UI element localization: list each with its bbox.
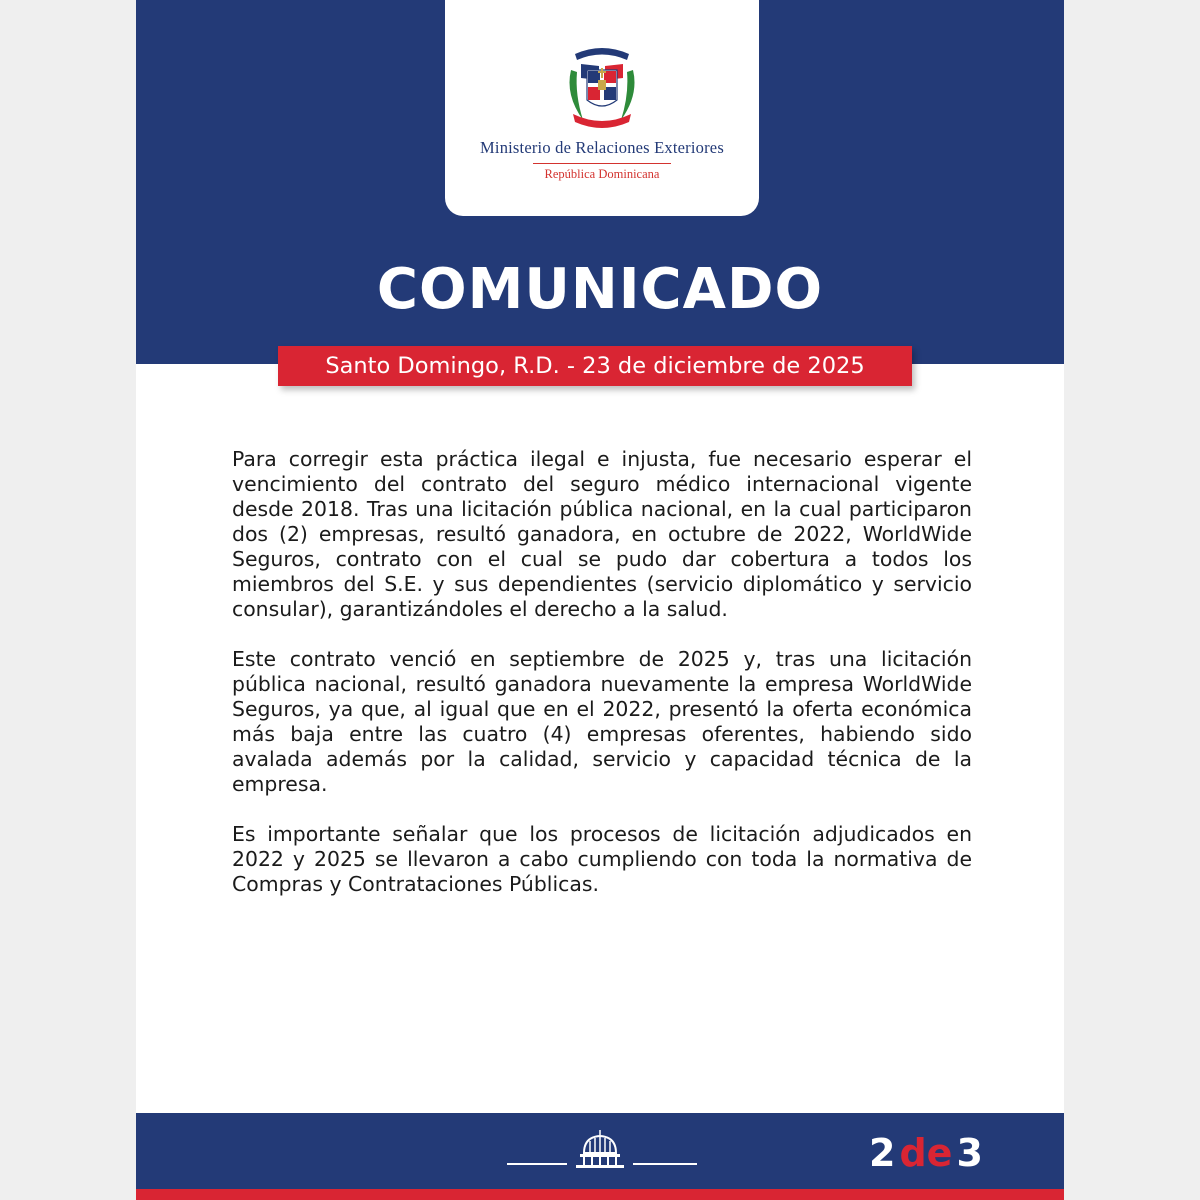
communique-body: [232, 447, 972, 922]
communique-page: [136, 0, 1064, 1200]
ministry-divider: [533, 163, 671, 164]
body-paragraph: Este contrato venció en septiembre de 2025 y, tras una licitación pública nacional, resultó ganadora nuevamente la empresa WorldWide Seguros, ya que, al igual que en el 2022, presentó la oferta económica más baja entre las cuatro (4) empresas oferentes, habiendo sido avalada además por la calidad, servicio y capacidad técnica de la empresa.: [232, 647, 972, 796]
page-title: COMUNICADO: [376, 257, 824, 322]
page-current: 2: [869, 1131, 896, 1175]
body-paragraph: Es importante señalar que los procesos de licitación adjudicados en 2022 y 2025 se llevaron a cabo cumpliendo con toda la normativa de Compras y Contrataciones Públicas.: [232, 822, 972, 896]
footer-divider-right: [633, 1163, 697, 1165]
header-band: [136, 0, 1064, 364]
page-indicator: [869, 1128, 999, 1178]
page-of: de: [899, 1131, 953, 1175]
body-paragraph: Para corregir esta práctica ilegal e injusta, fue necesario esperar el vencimiento del contrato del seguro médico internacional vigente desde 2018. Tras una licitación pública nacional, en la cual participaron dos (2) empresas, resultó ganadora, en octubre de 2022, WorldWide Seguros, contrato con el cual se pudo dar cobertura a todos los miembros del S.E. y sus dependientes (servicio diplomático y servicio consular), garantizándoles el derecho a la salud.: [232, 447, 972, 621]
logo-card: [445, 0, 759, 216]
ministry-country: República Dominicana: [544, 167, 660, 181]
ministry-name: Ministerio de Relaciones Exteriores: [480, 138, 724, 157]
footer-divider-left: [507, 1163, 567, 1165]
date-banner: Santo Domingo, R.D. - 23 de diciembre de 2025: [278, 346, 912, 386]
coat-of-arms-icon: [561, 40, 643, 132]
page-total: 3: [956, 1131, 983, 1175]
capitol-dome-icon: [570, 1129, 630, 1169]
footer-red-stripe: [136, 1189, 1064, 1200]
